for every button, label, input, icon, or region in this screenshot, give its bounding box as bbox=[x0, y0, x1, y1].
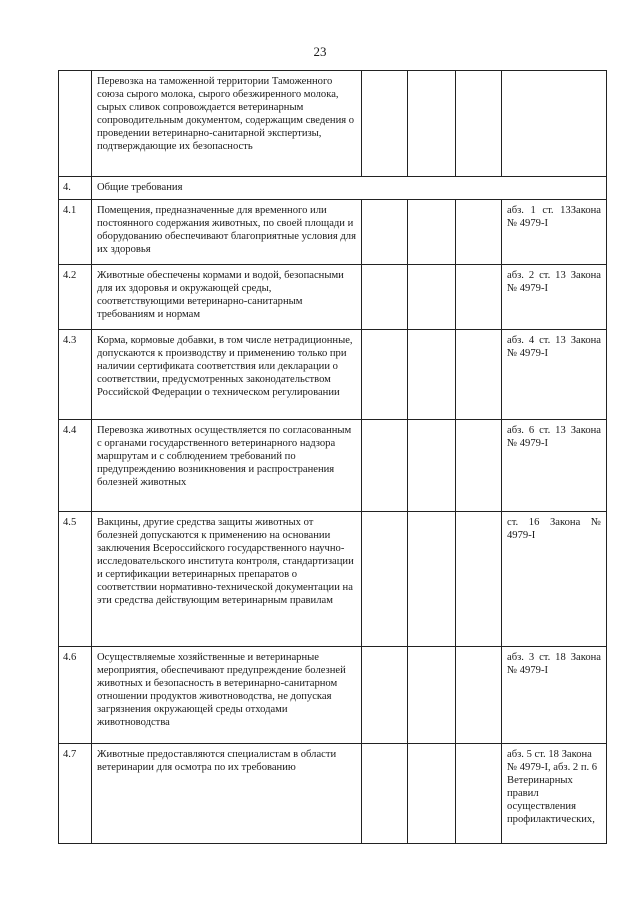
cell-na bbox=[456, 265, 502, 330]
cell-yes bbox=[362, 330, 408, 420]
cell-basis bbox=[502, 71, 607, 177]
row-requirement: Перевозка животных осуществляется по согласованным с органами государственного ветеринарного надзора маршрутам и с соблюдением требований по предупреждению возникновения и распространения болезней животных bbox=[92, 420, 362, 512]
row-number: 4.4 bbox=[59, 420, 92, 512]
cell-requirement: Перевозка на таможенной территории Таможенного союза сырого молока, сырого обезжиренного молока, сырых сливок сопровождается ветеринарным сопроводительным документом, содержащим сведения о проведении ветеринарно-санитарной экспертизы, подтверждающие их безопасность bbox=[92, 71, 362, 177]
cell-yes bbox=[362, 420, 408, 512]
page-number: 23 bbox=[313, 44, 327, 59]
cell-yes bbox=[362, 71, 408, 177]
table-row bbox=[59, 330, 607, 420]
table-row bbox=[59, 200, 607, 265]
cell-no bbox=[408, 744, 456, 844]
cell-no bbox=[408, 512, 456, 647]
row-basis: абз. 2 ст. 13 Закона № 4979-I bbox=[502, 265, 607, 330]
cell-yes bbox=[362, 512, 408, 647]
cell-no bbox=[408, 330, 456, 420]
cell-na bbox=[456, 330, 502, 420]
cell-na bbox=[456, 420, 502, 512]
row-basis: ст. 16 Закона № 4979-I bbox=[502, 512, 607, 647]
row-number: 4.3 bbox=[59, 330, 92, 420]
requirements-table bbox=[58, 70, 607, 844]
cell-no bbox=[408, 71, 456, 177]
row-requirement: Животные предоставляются специалистам в области ветеринарии для осмотра по их требованию bbox=[92, 744, 362, 844]
cell-yes bbox=[362, 744, 408, 844]
section-title: Общие требования bbox=[92, 177, 607, 200]
row-number: 4.7 bbox=[59, 744, 92, 844]
row-basis: абз. 4 ст. 13 Закона № 4979-I bbox=[502, 330, 607, 420]
cell-yes bbox=[362, 200, 408, 265]
row-number: 4.2 bbox=[59, 265, 92, 330]
row-number: 4.6 bbox=[59, 647, 92, 744]
row-requirement: Помещения, предназначенные для временного или постоянного содержания животных, по своей площади и оборудованию обеспечивают благоприятные условия для их здоровья bbox=[92, 200, 362, 265]
cell-yes bbox=[362, 265, 408, 330]
cell-yes bbox=[362, 647, 408, 744]
cell-na bbox=[456, 744, 502, 844]
row-basis: абз. 3 ст. 18 Закона № 4979-I bbox=[502, 647, 607, 744]
row-basis: абз. 1 ст. 13Закона № 4979-I bbox=[502, 200, 607, 265]
table-row bbox=[59, 647, 607, 744]
row-number: 4.1 bbox=[59, 200, 92, 265]
row-number: 4.5 bbox=[59, 512, 92, 647]
table-row-continuation bbox=[59, 71, 607, 177]
row-requirement: Вакцины, другие средства защиты животных от болезней допускаются к применению на основании заключения Всероссийского государственного научно-исследовательского института контроля, стандартизации и сертификации ветеринарных препаратов о соответствии нормативно-технической документации на эти средства действующим ветеринарным правилам bbox=[92, 512, 362, 647]
table-row bbox=[59, 420, 607, 512]
section-number: 4. bbox=[59, 177, 92, 200]
row-requirement: Корма, кормовые добавки, в том числе нетрадиционные, допускаются к производству и применению только при наличии сертификата соответствия или декларации о соответствии, предусмотренных законодательством Российской Федерации о техническом регулировании bbox=[92, 330, 362, 420]
row-requirement: Животные обеспечены кормами и водой, безопасными для их здоровья и окружающей среды, соответствующими ветеринарно-санитарным требованиям и нормам bbox=[92, 265, 362, 330]
cell-no bbox=[408, 420, 456, 512]
row-basis: абз. 5 ст. 18 Закона № 4979-I, абз. 2 п. 6 Ветеринарных правил осуществления профилактических, bbox=[502, 744, 607, 844]
cell-na bbox=[456, 647, 502, 744]
cell-na bbox=[456, 200, 502, 265]
section-row bbox=[59, 177, 607, 200]
row-requirement: Осуществляемые хозяйственные и ветеринарные мероприятия, обеспечивают предупреждение болезней животных и безопасность в ветеринарно-санитарном отношении продуктов животноводства, не допуская загрязнения окружающей среды отходами животноводства bbox=[92, 647, 362, 744]
cell-no bbox=[408, 200, 456, 265]
cell-na bbox=[456, 71, 502, 177]
table-row bbox=[59, 512, 607, 647]
row-basis: абз. 6 ст. 13 Закона № 4979-I bbox=[502, 420, 607, 512]
cell-number-empty bbox=[59, 71, 92, 177]
table-row bbox=[59, 265, 607, 330]
cell-no bbox=[408, 647, 456, 744]
table-row bbox=[59, 744, 607, 844]
cell-na bbox=[456, 512, 502, 647]
cell-no bbox=[408, 265, 456, 330]
